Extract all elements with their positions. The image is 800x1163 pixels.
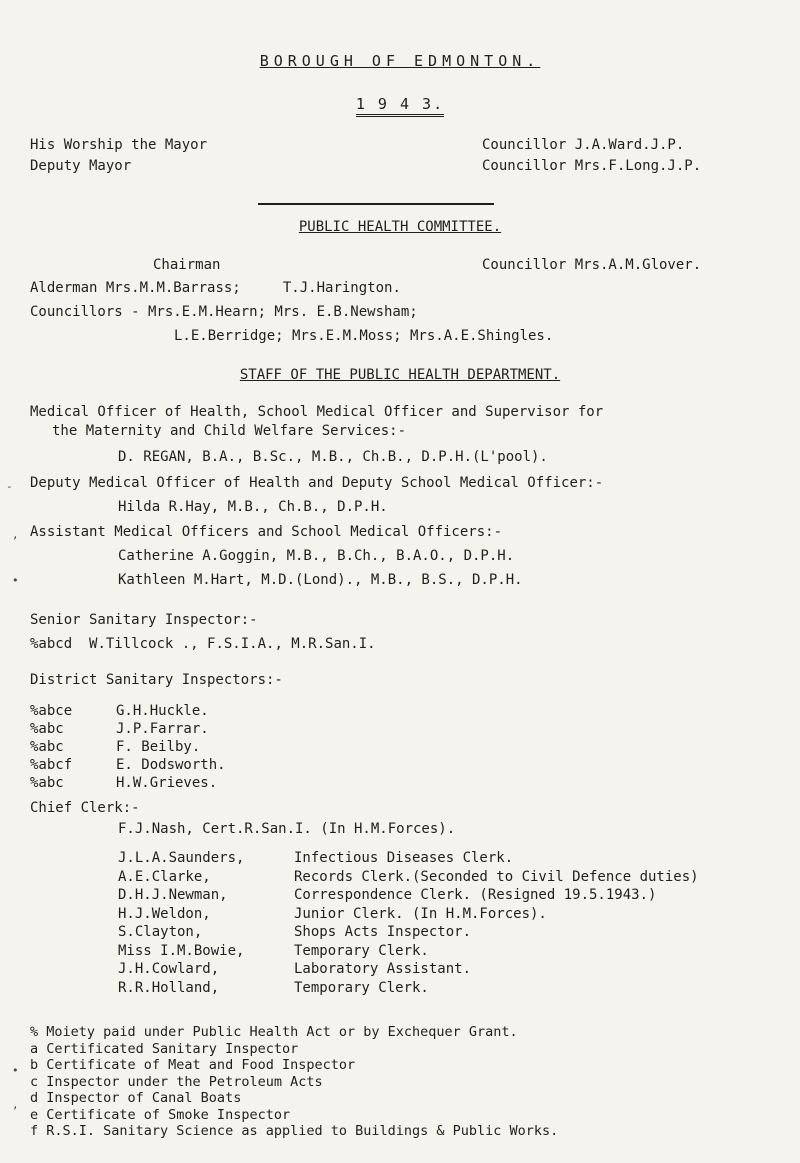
clerk-role: Laboratory Assistant.	[294, 961, 472, 977]
district-inspectors-list	[30, 702, 226, 792]
aldermen-names: Mrs.M.M.Barrass; T.J.Harington.	[105, 280, 401, 296]
senior-inspector-name: W.Tillcock ., F.S.I.A., M.R.San.I.	[89, 636, 376, 652]
inspector-code: %abcf	[30, 757, 73, 773]
clerks-list	[118, 849, 699, 997]
committee-title	[0, 219, 800, 235]
inspector-code: %abc	[30, 721, 64, 737]
clerk-role: Shops Acts Inspector.	[294, 924, 472, 940]
committee-title-text: PUBLIC HEALTH COMMITTEE.	[298, 219, 502, 235]
section-divider	[258, 203, 494, 205]
footnote: d Inspector of Canal Boats	[30, 1090, 242, 1106]
inspector-name: J.P.Farrar.	[116, 721, 209, 737]
inspector-name: E. Dodsworth.	[116, 757, 226, 773]
clerk-role: Temporary Clerk.	[294, 979, 429, 996]
margin-mark: •	[12, 1064, 19, 1077]
chairman-label: Chairman	[153, 257, 221, 273]
footnote: a Certificated Sanitary Inspector	[30, 1040, 299, 1057]
document-title-text: BOROUGH OF EDMONTON.	[259, 52, 541, 70]
clerk-role: Temporary Clerk.	[294, 942, 429, 959]
aldermen-label: Alderman	[30, 280, 98, 296]
moh-label-line-1: Medical Officer of Health, School Medical Officer and Supervisor for	[30, 404, 604, 420]
assistants-label: Assistant Medical Officers and School Medical Officers:-	[30, 524, 503, 540]
clerk-name: A.E.Clarke,	[118, 868, 211, 885]
document-year	[0, 95, 800, 113]
inspector-name: H.W.Grieves.	[116, 775, 218, 791]
senior-inspector-line	[30, 636, 376, 652]
inspector-code: %abc	[30, 775, 64, 791]
deputy-mayor-name: Councillor Mrs.F.Long.J.P.	[482, 158, 702, 174]
inspector-name: F. Beilby.	[116, 739, 201, 755]
footnotes	[30, 1024, 558, 1140]
clerk-name: H.J.Weldon,	[118, 905, 211, 922]
staff-title	[0, 367, 800, 383]
inspector-code: %abc	[30, 739, 64, 755]
moh-name: D. REGAN, B.A., B.Sc., M.B., Ch.B., D.P.H.(L'pool).	[118, 449, 548, 465]
margin-mark: •	[12, 574, 19, 587]
inspector-name: G.H.Huckle.	[116, 703, 209, 719]
inspector-code: %abce	[30, 703, 73, 719]
councillors-line-1: Councillors - Mrs.E.M.Hearn; Mrs. E.B.Newsham;	[30, 304, 418, 320]
moh-label-line-2: the Maternity and Child Welfare Services:-	[52, 423, 407, 439]
deputy-moh-label: Deputy Medical Officer of Health and Deputy School Medical Officer:-	[30, 475, 604, 491]
margin-mark: ,	[12, 528, 19, 541]
footnote: % Moiety paid under Public Health Act or by Exchequer Grant.	[30, 1024, 518, 1040]
footnote: f R.S.I. Sanitary Science as applied to Buildings & Public Works.	[30, 1123, 559, 1139]
senior-inspector-label: Senior Sanitary Inspector:-	[30, 612, 258, 628]
margin-mark: -	[6, 480, 13, 493]
clerk-role: Records Clerk.(Seconded to Civil Defence duties)	[294, 868, 699, 885]
deputy-mayor-label: Deputy Mayor	[30, 158, 132, 174]
councillors-line-2: L.E.Berridge; Mrs.E.M.Moss; Mrs.A.E.Shingles.	[174, 328, 554, 344]
staff-title-text: STAFF OF THE PUBLIC HEALTH DEPARTMENT.	[239, 367, 561, 383]
clerk-name: Miss I.M.Bowie,	[118, 942, 245, 959]
clerk-role: Infectious Diseases Clerk.	[294, 850, 514, 866]
deputy-moh-name: Hilda R.Hay, M.B., Ch.B., D.P.H.	[118, 499, 388, 515]
chief-clerk-name: F.J.Nash, Cert.R.San.I. (In H.M.Forces).	[118, 821, 456, 837]
clerk-role: Junior Clerk. (In H.M.Forces).	[294, 905, 547, 922]
clerk-name: D.H.J.Newman,	[118, 887, 228, 903]
document-year-text: 1 9 4 3.	[356, 95, 444, 117]
chairman-name: Councillor Mrs.A.M.Glover.	[482, 257, 702, 273]
footnote: c Inspector under the Petroleum Acts	[30, 1073, 323, 1090]
clerk-role: Correspondence Clerk. (Resigned 19.5.1943.)	[294, 887, 657, 903]
senior-inspector-code: %abcd	[30, 636, 73, 652]
assistant-officer-1: Catherine A.Goggin, M.B., B.Ch., B.A.O., D.P.H.	[118, 548, 515, 564]
mayor-label: His Worship the Mayor	[30, 137, 208, 153]
footnote: e Certificate of Smoke Inspector	[30, 1106, 291, 1123]
clerk-name: J.L.A.Saunders,	[118, 850, 245, 866]
mayor-name: Councillor J.A.Ward.J.P.	[482, 137, 685, 153]
district-inspectors-label: District Sanitary Inspectors:-	[30, 672, 283, 688]
assistant-officer-2: Kathleen M.Hart, M.D.(Lond)., M.B., B.S., D.P.H.	[118, 572, 523, 588]
aldermen-line	[30, 280, 401, 296]
margin-mark: ,	[12, 1098, 19, 1111]
chief-clerk-label: Chief Clerk:-	[30, 800, 140, 816]
clerk-name: S.Clayton,	[118, 924, 203, 940]
clerk-name: R.R.Holland,	[118, 979, 220, 996]
footnote: b Certificate of Meat and Food Inspector	[30, 1057, 356, 1073]
clerk-name: J.H.Cowlard,	[118, 961, 220, 977]
document-title	[0, 52, 800, 70]
